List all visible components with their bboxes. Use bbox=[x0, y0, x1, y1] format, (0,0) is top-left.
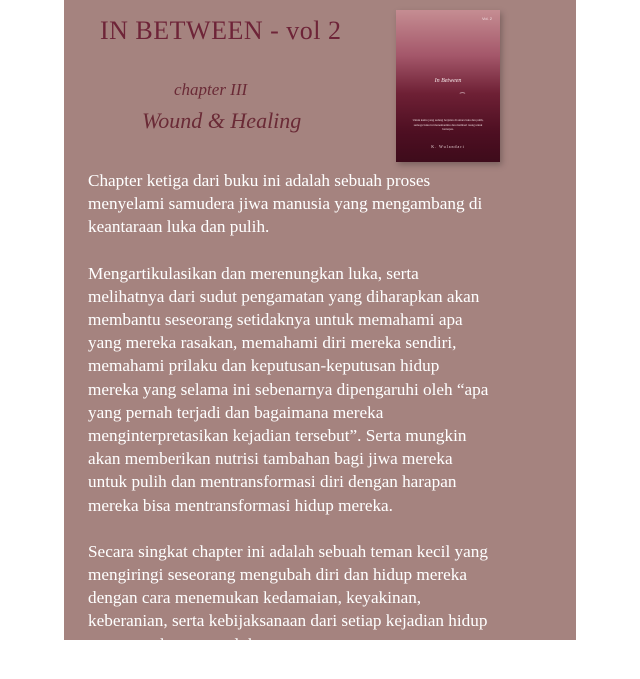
page-title: IN BETWEEN - vol 2 bbox=[100, 16, 342, 45]
page-card bbox=[64, 0, 576, 654]
paragraph-3 bbox=[88, 540, 562, 656]
paragraph-2 bbox=[88, 262, 562, 517]
book-cover-title: In Between bbox=[434, 78, 462, 84]
text-line: keantaraan luka dan pulih. bbox=[88, 217, 270, 237]
book-cover-author: K. Wulandari bbox=[431, 144, 465, 149]
chapter-title: Wound & Healing bbox=[142, 108, 302, 133]
text-line: yang mereka anggap luka. bbox=[88, 634, 269, 654]
text-line: Secara singkat chapter ini adalah sebuah teman kecil yang bbox=[88, 541, 488, 561]
text-line: mereka bisa mentransformasi hidup mereka. bbox=[88, 495, 393, 515]
text-line: yang mereka rasakan, memahami diri mereka sendiri, bbox=[88, 333, 457, 353]
text-line: keberanian, serta kebijaksanaan dari setiap kejadian hidup bbox=[88, 611, 488, 631]
body-text bbox=[88, 169, 562, 679]
text-line: menginterpretasikan kejadian tersebut”. Serta mungkin bbox=[88, 426, 467, 446]
text-line: menyelami samudera jiwa manusia yang mengambang di bbox=[88, 194, 483, 214]
text-line: Mengartikulasikan dan merenungkan luka, serta bbox=[88, 263, 419, 283]
text-line: mengiringi seseorang mengubah diri dan hidup mereka bbox=[88, 565, 467, 585]
bird-icon: ⁀ bbox=[460, 93, 465, 100]
text-line: untuk pulih dan mentransformasi diri dengan harapan bbox=[88, 472, 457, 492]
text-line: melihatnya dari sudut pengamatan yang diharapkan akan bbox=[88, 286, 480, 306]
text-line: yang pernah terjadi dan bagaimana mereka bbox=[88, 402, 384, 422]
text-line: dengan cara menemukan kedamaian, keyakinan, bbox=[88, 588, 422, 608]
book-cover-image bbox=[396, 10, 500, 162]
text-line: memahami prilaku dan keputusan-keputusan hidup bbox=[88, 356, 440, 376]
text-line: membantu seseorang setidaknya untuk memahami apa bbox=[88, 310, 463, 330]
chapter-label: chapter III bbox=[174, 80, 248, 99]
paragraph-1 bbox=[88, 169, 562, 239]
text-line: mereka yang selama ini sebenarnya dipengaruhi oleh “apa bbox=[88, 379, 489, 399]
text-line: Chapter ketiga dari buku ini adalah sebuah proses bbox=[88, 171, 431, 190]
text-line: akan memberikan nutrisi tambahan bagi jiwa mereka bbox=[88, 449, 453, 469]
book-vol-label: Vol. 2 bbox=[481, 16, 492, 21]
book-cover-blurb: Untuk kamu yang sedang berjalan di antara luka dan pulih, semoga buku ini menemanimu dan memberi ruang untuk bernapas. bbox=[412, 118, 484, 131]
